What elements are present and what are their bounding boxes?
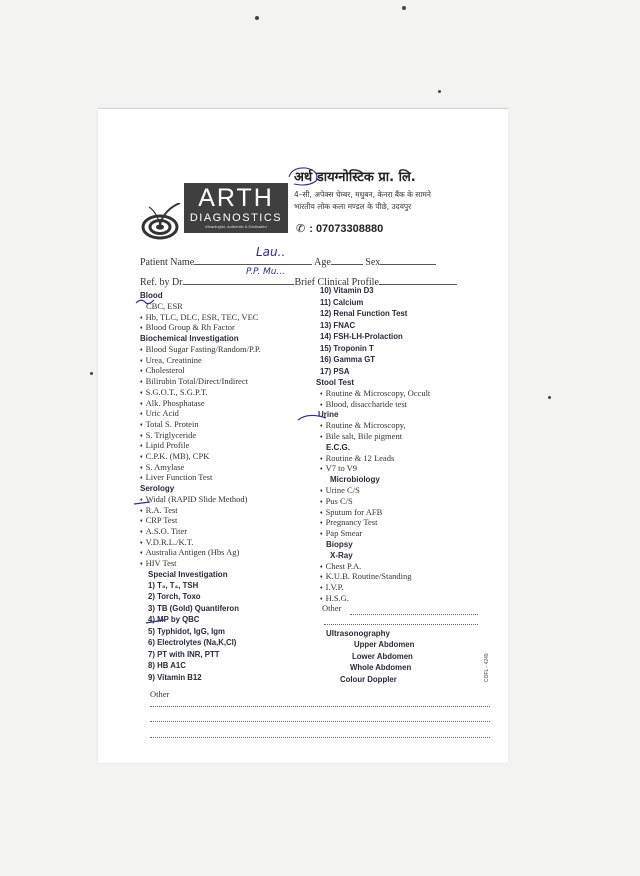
scan-speck — [402, 6, 406, 10]
tick-mark-icon — [144, 617, 166, 627]
test-item[interactable]: ♦ S. Amylase — [140, 462, 315, 473]
ultrasound-block — [326, 628, 496, 685]
logo-wordmark — [184, 183, 288, 233]
tick-mark-icon — [134, 296, 156, 308]
test-item[interactable]: 8) HB A1C — [148, 661, 186, 671]
company-phone — [296, 222, 383, 235]
test-item[interactable]: ♦ H.S.G. — [320, 593, 500, 604]
right-other-line-2[interactable] — [324, 624, 478, 625]
scan-speck — [255, 16, 259, 20]
left-column — [140, 290, 315, 683]
phone-number: : 07073308880 — [309, 223, 384, 235]
test-item[interactable]: ♦ CRP Test — [140, 515, 315, 526]
patient-name-row — [140, 255, 436, 268]
test-item[interactable]: 11) Calcium — [320, 297, 364, 307]
test-item[interactable]: ♦ V7 to V9 — [320, 463, 500, 474]
company-name-hindi: अर्थ डायग्नोस्टिक प्रा. लि. — [294, 170, 416, 185]
test-item[interactable]: ♦ Cholesterol — [140, 365, 315, 376]
logo-word: ARTH — [198, 184, 274, 212]
tick-mark-icon — [296, 410, 328, 424]
test-item[interactable]: ♦ Sputum for AFB — [320, 507, 500, 518]
test-item[interactable]: ♦ Widal (RAPID Slide Method) — [140, 494, 315, 505]
test-item[interactable]: 7) PT with INR, PTT — [148, 649, 220, 659]
test-item[interactable]: ♦ Chest P.A. — [320, 561, 500, 572]
test-item[interactable]: ♦ Bile salt, Bile pigment — [320, 431, 500, 442]
phone-icon: ✆ — [296, 223, 306, 235]
test-item[interactable]: ♦ I.V.P. — [320, 582, 500, 593]
footer-line[interactable] — [150, 721, 490, 722]
test-item[interactable]: ♦ HIV Test — [140, 558, 315, 569]
logo-tagline: Meaningful, Authentic & Dedicated — [205, 224, 267, 229]
test-item[interactable]: CBC, ESR — [146, 301, 183, 311]
test-item[interactable]: 12) Renal Function Test — [320, 309, 408, 318]
age-field[interactable] — [331, 255, 363, 265]
test-item[interactable]: Upper Abdomen — [354, 640, 415, 649]
test-item[interactable]: ♦ Lipid Profile — [140, 440, 315, 451]
test-item[interactable]: 5) Typhidot, IgG, Igm — [148, 626, 225, 636]
age-label: Age — [314, 257, 331, 268]
clinical-profile-field[interactable] — [379, 275, 457, 285]
scan-speck — [548, 396, 551, 399]
test-item[interactable]: Whole Abdomen — [350, 663, 412, 672]
test-item[interactable]: ♦ Routine & Microscopy, Occult — [320, 388, 500, 399]
test-item[interactable]: 1) T₃, T₄, TSH — [148, 580, 199, 590]
address-line-1: 4–सी, अपेक्स चेम्बर, मधुबन, केनरा बैंक के सामने — [294, 190, 431, 199]
test-item[interactable]: ♦ Urea, Creatinine — [140, 355, 315, 366]
test-item[interactable]: ♦ Australia Antigen (Hbs Ag) — [140, 547, 315, 558]
urine-heading: Urine — [318, 410, 339, 420]
sex-label: Sex — [365, 257, 381, 268]
clinical-profile-label: Brief Clinical Profile — [294, 277, 379, 288]
test-item[interactable]: ♦ Blood Group & Rh Factor — [140, 322, 315, 333]
test-item[interactable]: Colour Doppler — [340, 674, 397, 684]
test-item[interactable]: ♦ Urine C/S — [320, 485, 500, 496]
test-item[interactable]: 13) FNAC — [320, 320, 356, 330]
company-address — [294, 189, 431, 213]
footer-line[interactable] — [150, 706, 490, 707]
serology-heading: Serology — [140, 484, 175, 493]
test-item[interactable]: ♦ Total S. Protein — [140, 419, 315, 430]
right-column — [316, 285, 500, 614]
ref-label: Ref. by Dr. — [140, 277, 185, 288]
microbiology-heading: Microbiology — [330, 475, 380, 485]
scan-speck — [438, 90, 441, 93]
scan-speck — [90, 372, 93, 375]
test-item[interactable]: 15) Troponin T — [320, 343, 374, 353]
circle-mark-icon — [286, 165, 322, 187]
test-item[interactable]: ♦ Alk. Phosphatase — [140, 398, 315, 409]
test-item[interactable]: ♦ A.S.O. Titer — [140, 526, 315, 537]
biopsy-heading: Biopsy — [326, 539, 353, 549]
patient-name-label: Patient Name — [140, 257, 195, 268]
test-item[interactable]: ♦ Blood, disaccharide test — [320, 399, 500, 410]
other-label-right: Other — [322, 603, 342, 614]
test-item[interactable]: 16) Gamma GT — [320, 355, 376, 364]
test-item[interactable]: 17) PSA — [320, 366, 350, 376]
test-item[interactable]: ♦ Pus C/S — [320, 496, 500, 507]
test-item[interactable]: 6) Electrolytes (Na,K,Cl) — [148, 638, 237, 648]
footer-other-label: Other — [150, 689, 170, 699]
arth-logo — [140, 183, 290, 243]
test-item[interactable]: 2) Torch, Toxo — [148, 592, 201, 602]
test-item[interactable]: ♦ Bilirubin Total/Direct/Indirect — [140, 376, 315, 387]
test-item[interactable]: Lower Abdomen — [352, 651, 413, 661]
biochem-heading: Biochemical Investigation — [140, 334, 239, 344]
test-item[interactable]: 9) Vitamin B12 — [148, 672, 202, 682]
test-item[interactable]: 10) Vitamin D3 — [320, 286, 374, 295]
prescription-form — [98, 108, 508, 763]
special-heading: Special Investigation — [148, 569, 228, 579]
patient-name-field[interactable] — [194, 255, 312, 265]
test-item[interactable]: 14) FSH-LH-Prolaction — [320, 332, 403, 341]
test-item[interactable]: ♦ Pregnancy Test — [320, 517, 500, 528]
test-item[interactable]: ♦ S. Triglyceride — [140, 430, 315, 441]
test-item[interactable]: ♦ Routine & 12 Leads — [320, 453, 500, 464]
tick-mark-icon — [132, 498, 152, 508]
blood-heading: Blood — [140, 291, 163, 300]
test-item[interactable]: ♦ Hb, TLC, DLC, ESR, TEC, VEC — [140, 312, 315, 323]
test-item[interactable]: 3) TB (Gold) Quantiferon — [148, 603, 239, 613]
test-item[interactable]: ♦ Pap Smear — [320, 528, 500, 539]
test-item[interactable]: ♦ Uric Acid — [140, 408, 315, 419]
ref-doctor-handwriting: P.P. Mu... — [246, 267, 286, 277]
logo-sub: DIAGNOSTICS — [189, 212, 283, 224]
test-item[interactable]: 4) MP by QBC — [148, 615, 200, 625]
test-item[interactable]: ♦ Routine & Microscopy, — [320, 420, 500, 431]
form-code: COFL - 4249 — [484, 653, 490, 682]
test-item[interactable]: ♦ Liver Function Test — [140, 472, 315, 483]
test-item[interactable]: ♦ R.A. Test — [140, 505, 315, 516]
ultrasound-heading: Ultrasonography — [326, 629, 391, 638]
test-item[interactable]: ♦ Blood Sugar Fasting/Random/P.P. — [140, 344, 315, 355]
test-item[interactable]: ♦ K.U.B. Routine/Standing — [320, 571, 500, 582]
xray-heading: X-Ray — [330, 550, 353, 560]
stool-heading: Stool Test — [316, 378, 355, 387]
sex-field[interactable] — [380, 255, 436, 265]
target-logo-icon — [140, 203, 184, 243]
ecg-heading: E.C.G. — [326, 442, 351, 452]
test-item[interactable]: ♦ V.D.R.L./K.T. — [140, 537, 315, 548]
test-item[interactable]: ♦ S.G.O.T., S.G.P.T. — [140, 387, 315, 398]
address-line-2: भारतीय लोक कला मण्डल के पीछे, उदयपुर — [294, 202, 412, 211]
right-other-line[interactable] — [350, 614, 478, 615]
footer-line[interactable] — [150, 737, 490, 738]
test-item[interactable]: ♦ C.P.K. (MB), CPK — [140, 451, 315, 462]
patient-name-handwriting: Lau.. — [256, 245, 286, 259]
